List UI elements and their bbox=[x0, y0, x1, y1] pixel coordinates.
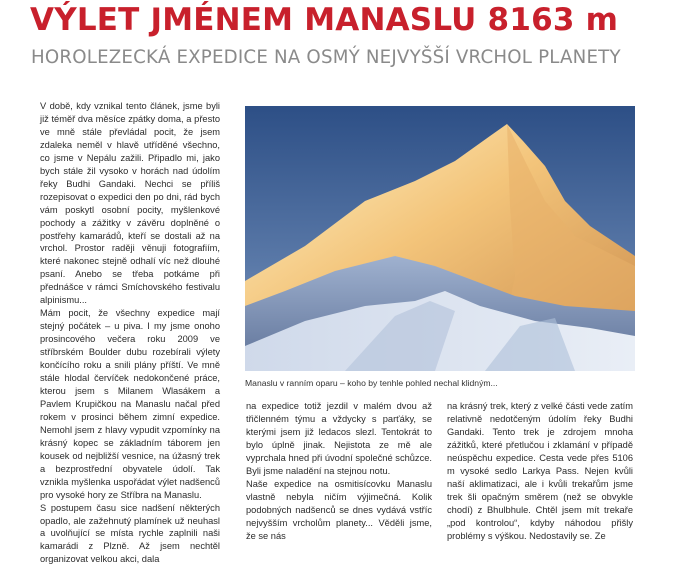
article-title: VÝLET JMÉNEM MANASLU 8163 m bbox=[30, 2, 619, 38]
text-column-1 bbox=[40, 100, 220, 565]
paragraph: na krásný trek, který z velké části vede zatím relativně nedotčeným údolím řeky Budhi Gandaki. Tento trek je zdrojem mnoha zážitků, které přetlučou i zklamání v případě neúspěchu expedice. Cesta vede přes 5106 m vysoké sedlo Larkya Pass. Nejen kvůli naší aklimatizaci, ale i kvůli trekařům jsme trek šli opačným směrem (než se obvykle chodí) z Bhulbhule. Chtěl jsem mít trekaře „pod kontrolou“, kdyby náhodou přišly problémy s výškou. Nedostavily se. Ze bbox=[447, 401, 633, 541]
mountain-photo-icon bbox=[245, 106, 635, 371]
paragraph: S postupem času sice nadšení některých opadlo, ale zažehnutý plamínek už neuhasl a uvolňující se místa rychle zaplnili naši kamarádi z Plzně. Až jsem nechtěl organizovat velkou akci, dala bbox=[40, 502, 220, 565]
paragraph: V době, kdy vznikal tento článek, jsme byli již téměř dva měsíce zpátky doma, a přesto ve mně stále převládal pocit, že jsem zdaleka neměl v hlavě utříděné všechno, co jsme v Nepálu zažili. Připadlo mi, jako bych stále žil vysoko v horách nad údolím řeky Budhi Gandaki. Nechci se příliš rozepisovat o expedici den po dni, rád bych vám poskytl osobní pocity, myšlenkové pochody a zážitky v závěru doplněné o postřehy kamarádů, kteří se dostali až na vrchol. Prostor raději věnuji fotografiím, které nakonec stejně odhalí víc než dlouhé psaní. Anebo se třeba potkáme při přednášce v rámci Smíchovského festivalu alpinismu... bbox=[40, 101, 220, 306]
photo-caption: Manaslu v ranním oparu – koho by tenhle pohled nechal klidným... bbox=[245, 378, 498, 388]
text-column-3 bbox=[447, 400, 633, 541]
manaslu-photo bbox=[245, 106, 635, 371]
paragraph: na expedice totiž jezdil v malém dvou až třičlenném týmu a vždycky s parťáky, se kterými jsem již ledacos slezl. Tentokrát to bylo úplně jinak. Nejistota ze mě ale vyprchala hned při úvodní společné schůzce. Byli jsme naladění na stejnou notu. bbox=[246, 401, 432, 476]
text-column-2 bbox=[246, 400, 432, 541]
article-subtitle: HOROLEZECKÁ EXPEDICE NA OSMÝ NEJVYŠŠÍ VRCHOL PLANETY bbox=[31, 47, 621, 68]
paragraph: Mám pocit, že všechny expedice mají stejný počátek – u piva. I my jsme onoho prosincového večera roku 2009 ve stříbrském Boulder dubu rozebírali výlety končícího roku a snili plány příští. Ve mně stále hlodal červíček nedokončené práce, kterou jsem s Milanem Wlasákem a Pavlem Krupičkou na Manaslu načal před rokem v prosinci během zimní expedice. Nemohl jsem z hlavy vypudit vzpomínky na krásný kopec se základním táborem jen kousek od nejbližší vesnice, na úžasný trek a bezprostřední obyvatele údolí. Tak vznikla myšlenka uspořádat výlet nadšenců pro vysoké hory ze Stříbra na Manaslu. bbox=[40, 308, 220, 500]
paragraph: Naše expedice na osmitisícovku Manaslu vlastně nebyla ničím výjimečná. Kolik podobných nadšenců se dnes vydává vstříc nejvyšším vrcholům planety... Věděli jsme, že se nás bbox=[246, 478, 432, 541]
